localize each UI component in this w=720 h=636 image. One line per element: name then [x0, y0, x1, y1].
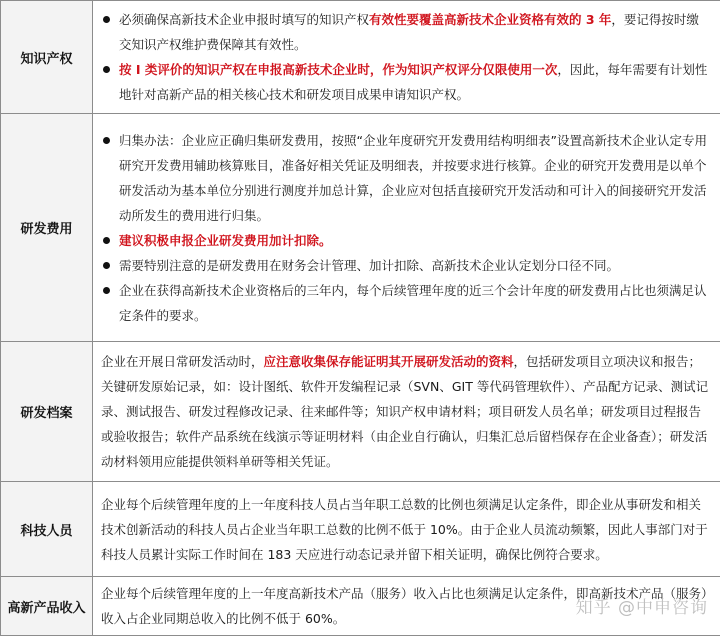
row-content: [93, 1, 720, 114]
highlight-text: 应注意收集保存能证明其开展研发活动的资料: [263, 354, 514, 369]
highlight-text: 建议积极申报企业研发费用加计扣除。: [119, 232, 332, 248]
bullet-icon: [103, 237, 110, 244]
list-item: 按 I 类评价的知识产权在申报高新技术企业时，作为知识产权评分仅限使用一次，因此，每年需要有计划性地针对高新产品的相关核心技术和研发项目成果申请知识产权。: [101, 57, 710, 107]
watermark-text: 知乎 @中申咨询: [575, 598, 708, 618]
row-label: 研发档案: [1, 342, 93, 482]
row-label: 知识产权: [1, 1, 93, 114]
bullet-icon: [103, 137, 110, 144]
row-label: 研发费用: [1, 114, 93, 342]
row-label: 高新产品收入: [1, 577, 93, 636]
bullet-icon: [103, 262, 110, 269]
table-row: [1, 1, 720, 114]
row-content: [93, 114, 720, 342]
row-content: 企业每个后续管理年度的上一年度高新技术产品（服务）收入占比也须满足认定条件，即高新技术产品（服务）收入占企业同期总收入的比例不低于 60%。: [93, 577, 720, 636]
highlight-text: 按 I 类评价的知识产权在申报高新技术企业时，作为知识产权评分仅限使用一次: [119, 62, 558, 77]
list-item: 必须确保高新技术企业申报时填写的知识产权有效性要覆盖高新技术企业资格有效的 3 年，要记得按时缴交知识产权维护费保障其有效性。: [101, 7, 710, 57]
list-item: 归集办法：企业应正确归集研发费用，按照“企业年度研究开发费用结构明细表”设置高新技术企业认定专用研究开发费用辅助核算账目，准备好相关凭证及明细表，并按要求进行核算。企业的研究开发费用是以单个研发活动为基本单位分别进行测度并加总计算，企业应对包括直接研究开发活动和可计入的间接研究开发活动所发生的费用进行归集。: [101, 128, 710, 228]
list-item: [101, 228, 710, 253]
table-row: [1, 342, 720, 482]
bullet-icon: [103, 16, 110, 23]
bullet-icon: [103, 66, 110, 73]
table-row: [1, 114, 720, 342]
table-row: [1, 482, 720, 577]
row-content: 企业每个后续管理年度的上一年度科技人员占当年职工总数的比例也须满足认定条件，即企业从事研发和相关技术创新活动的科技人员占企业当年职工总数的比例不低于 10%。由于企业人员流动频繁，因此人事部门对于科技人员累计实际工作时间在 183 天应进行动态记录并留下相关证明，确保比例符合要求。: [93, 482, 720, 577]
row-label: 科技人员: [1, 482, 93, 577]
list-item: 企业在获得高新技术企业资格后的三年内，每个后续管理年度的近三个会计年度的研发费用占比也须满足认定条件的要求。: [101, 278, 710, 328]
list-item: 需要特别注意的是研发费用在财务会计管理、加计扣除、高新技术企业认定划分口径不同。: [101, 253, 710, 278]
row-content: 企业在开展日常研发活动时，应注意收集保存能证明其开展研发活动的资料，包括研发项目立项决议和报告；关键研发原始记录，如：设计图纸、软件开发编程记录（SVN、GIT 等代码管理软件）、产品配方记录、测试记录、测试报告、研发过程修改记录、往来邮件等；知识产权申请材料；项目研发人员名单；研发项目过程报告或验收报告；软件产品系统在线演示等证明材料（由企业自行确认，归集汇总后留档保存在企业备查）；研发活动材料领用应能提供领料单研等相关凭证。: [93, 342, 720, 482]
highlight-text: 有效性要覆盖高新技术企业资格有效的 3 年: [369, 12, 612, 27]
bullet-icon: [103, 287, 110, 294]
